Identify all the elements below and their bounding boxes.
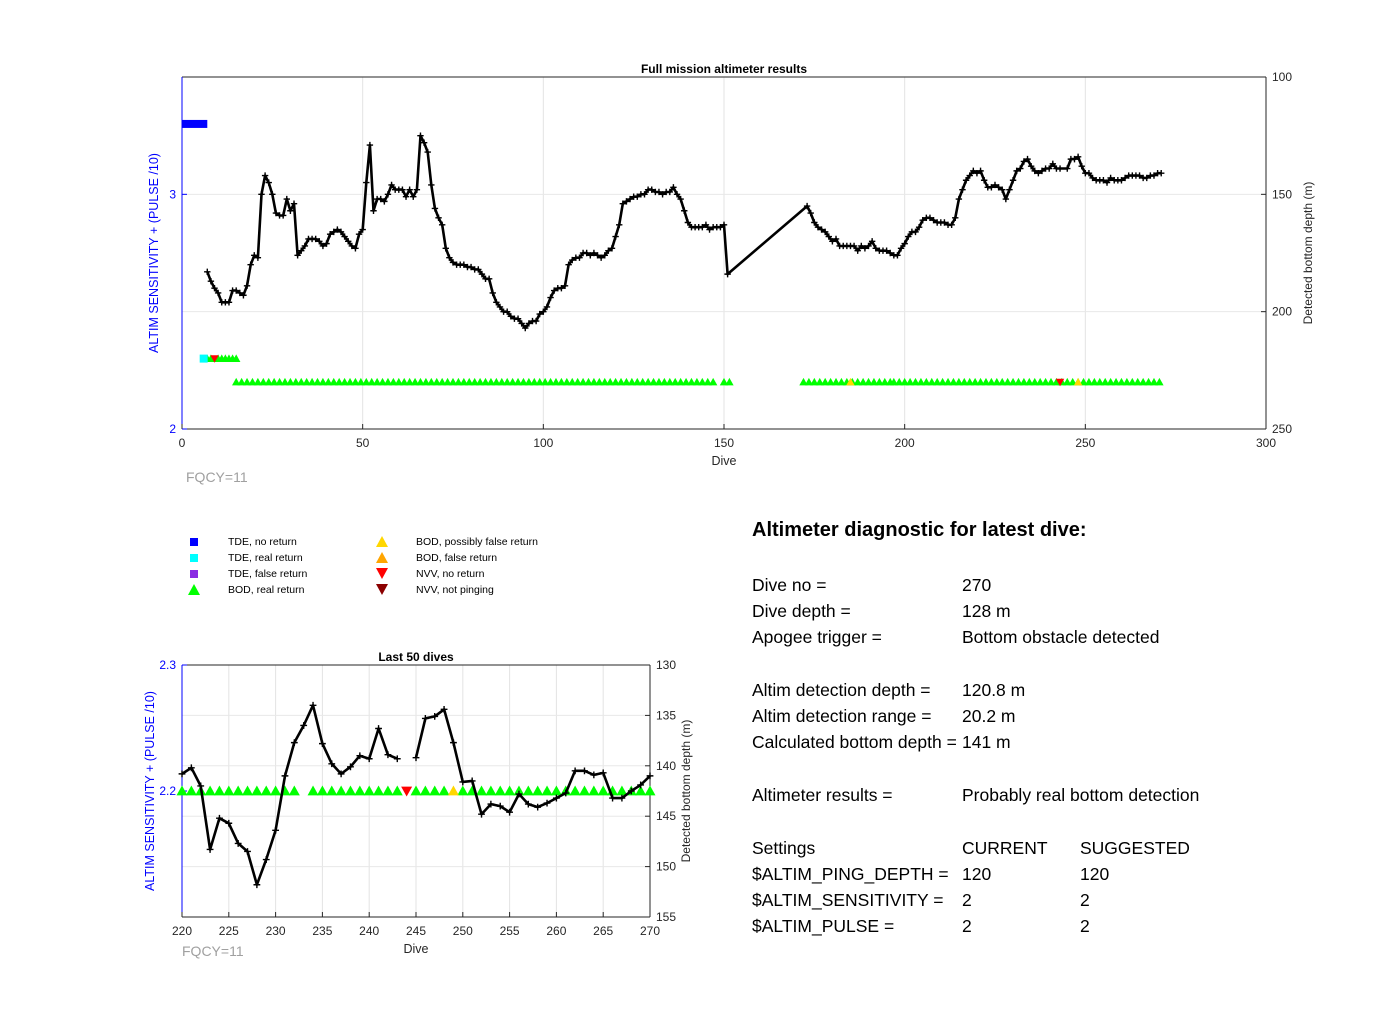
y-right-tick-label: 130 [656, 658, 677, 672]
y-right-tick-label: 150 [1272, 187, 1293, 202]
legend-item [374, 566, 485, 582]
setting-current: 2 [962, 916, 972, 936]
chart-title: Last 50 dives [378, 650, 454, 664]
x-tick-label: 265 [593, 924, 614, 938]
x-tick-label: 250 [1075, 436, 1096, 450]
y-left-tick-label: 2 [169, 422, 176, 436]
setting-current: 120 [962, 864, 992, 884]
x-tick-label: 150 [713, 436, 735, 450]
last-50-dives-chart [143, 650, 693, 959]
y-right-tick-label: 140 [656, 758, 677, 773]
x-tick-label: 230 [265, 924, 286, 938]
legend-label: BOD, possibly false return [416, 536, 538, 548]
legend-marker-triangle-up [186, 583, 202, 597]
legend-marker-triangle-down [374, 583, 390, 597]
fqcy-annotation: FQCY=11 [182, 943, 244, 959]
legend-marker-square [186, 567, 202, 581]
results-value: Probably real bottom detection [962, 785, 1200, 805]
legend-item [186, 582, 304, 598]
calc-bottom-value: 141 m [962, 732, 1011, 752]
legend-marker-square [186, 551, 202, 565]
x-tick-label: 245 [405, 924, 427, 938]
legend-label: NVV, not pinging [416, 584, 494, 596]
calc-bottom-label: Calculated bottom depth = [752, 732, 957, 752]
legend-marker-triangle-up [374, 535, 390, 549]
y-axis-left-label: ALTIM SENSITIVITY + (PULSE /10) [143, 691, 157, 891]
y-right-tick-label: 155 [656, 910, 677, 924]
x-tick-label: 220 [171, 924, 193, 938]
dive-depth-label: Dive depth = [752, 601, 851, 621]
x-tick-label: 235 [312, 924, 333, 938]
full-mission-chart [147, 62, 1315, 485]
setting-suggested: 2 [1080, 916, 1090, 936]
settings-label: Settings [752, 838, 816, 858]
legend-label: TDE, false return [228, 568, 308, 580]
x-tick-label: 270 [639, 924, 661, 938]
apogee-value: Bottom obstacle detected [962, 627, 1160, 647]
y-right-tick-label: 100 [1272, 70, 1293, 84]
setting-suggested: 120 [1080, 864, 1110, 884]
legend-item [186, 566, 307, 582]
x-tick-label: 200 [894, 436, 915, 450]
tde-no-return-bar [182, 120, 207, 128]
legend-label: NVV, no return [416, 568, 485, 580]
x-tick-label: 50 [355, 436, 370, 450]
legend-marker-square [186, 535, 202, 549]
setting-name: $ALTIM_SENSITIVITY = [752, 890, 944, 910]
y-left-tick-label: 2.2 [159, 784, 176, 798]
setting-current: 2 [962, 890, 972, 910]
altim-det-depth-value: 120.8 m [962, 680, 1026, 700]
y-left-tick-label: 2.3 [159, 658, 176, 672]
tde-real-return-marker [200, 355, 208, 363]
x-tick-label: 225 [218, 924, 239, 938]
legend-item [374, 534, 538, 550]
altim-det-range-label: Altim detection range = [752, 706, 932, 726]
y-right-tick-label: 250 [1272, 422, 1293, 436]
y-left-tick-label: 3 [169, 187, 176, 202]
legend [186, 534, 586, 604]
y-right-tick-label: 135 [656, 708, 677, 723]
legend-item [374, 582, 494, 598]
y-axis-right-label: Detected bottom depth (m) [679, 719, 693, 863]
y-axis-left-label: ALTIM SENSITIVITY + (PULSE /10) [147, 153, 161, 353]
legend-marker-triangle-down [374, 567, 390, 581]
x-axis-label: Dive [403, 942, 429, 956]
legend-marker-triangle-up [374, 551, 390, 565]
x-tick-label: 300 [1255, 436, 1277, 450]
x-axis-label: Dive [711, 454, 737, 468]
legend-item [186, 550, 303, 566]
x-tick-label: 260 [546, 924, 567, 938]
dive-no-value: 270 [962, 575, 992, 595]
dive-no-label: Dive no = [752, 575, 827, 595]
y-right-tick-label: 145 [656, 809, 677, 824]
x-tick-label: 240 [359, 924, 380, 938]
legend-item [374, 550, 497, 566]
legend-label: BOD, real return [228, 584, 305, 596]
y-right-tick-label: 200 [1272, 304, 1293, 319]
apogee-label: Apogee trigger = [752, 627, 882, 647]
current-header: CURRENT [962, 838, 1048, 858]
legend-label: TDE, no return [228, 536, 297, 548]
legend-item [186, 534, 297, 550]
setting-suggested: 2 [1080, 890, 1090, 910]
setting-name: $ALTIM_PING_DEPTH = [752, 864, 949, 884]
x-tick-label: 0 [178, 436, 186, 450]
altim-det-depth-label: Altim detection depth = [752, 680, 931, 700]
legend-label: BOD, false return [416, 552, 498, 564]
suggested-header: SUGGESTED [1080, 838, 1190, 858]
x-tick-label: 100 [533, 436, 554, 450]
chart-title: Full mission altimeter results [640, 62, 808, 76]
y-right-tick-label: 150 [656, 859, 677, 874]
x-tick-label: 250 [452, 924, 473, 938]
dive-depth-value: 128 m [962, 601, 1011, 621]
fqcy-annotation: FQCY=11 [186, 469, 248, 485]
legend-label: TDE, real return [228, 552, 303, 564]
altim-det-range-value: 20.2 m [962, 706, 1016, 726]
setting-name: $ALTIM_PULSE = [752, 916, 895, 936]
y-axis-right-label: Detected bottom depth (m) [1301, 181, 1315, 325]
results-label: Altimeter results = [752, 785, 893, 805]
diagnostic-title: Altimeter diagnostic for latest dive: [752, 519, 1087, 541]
x-tick-label: 255 [499, 924, 520, 938]
